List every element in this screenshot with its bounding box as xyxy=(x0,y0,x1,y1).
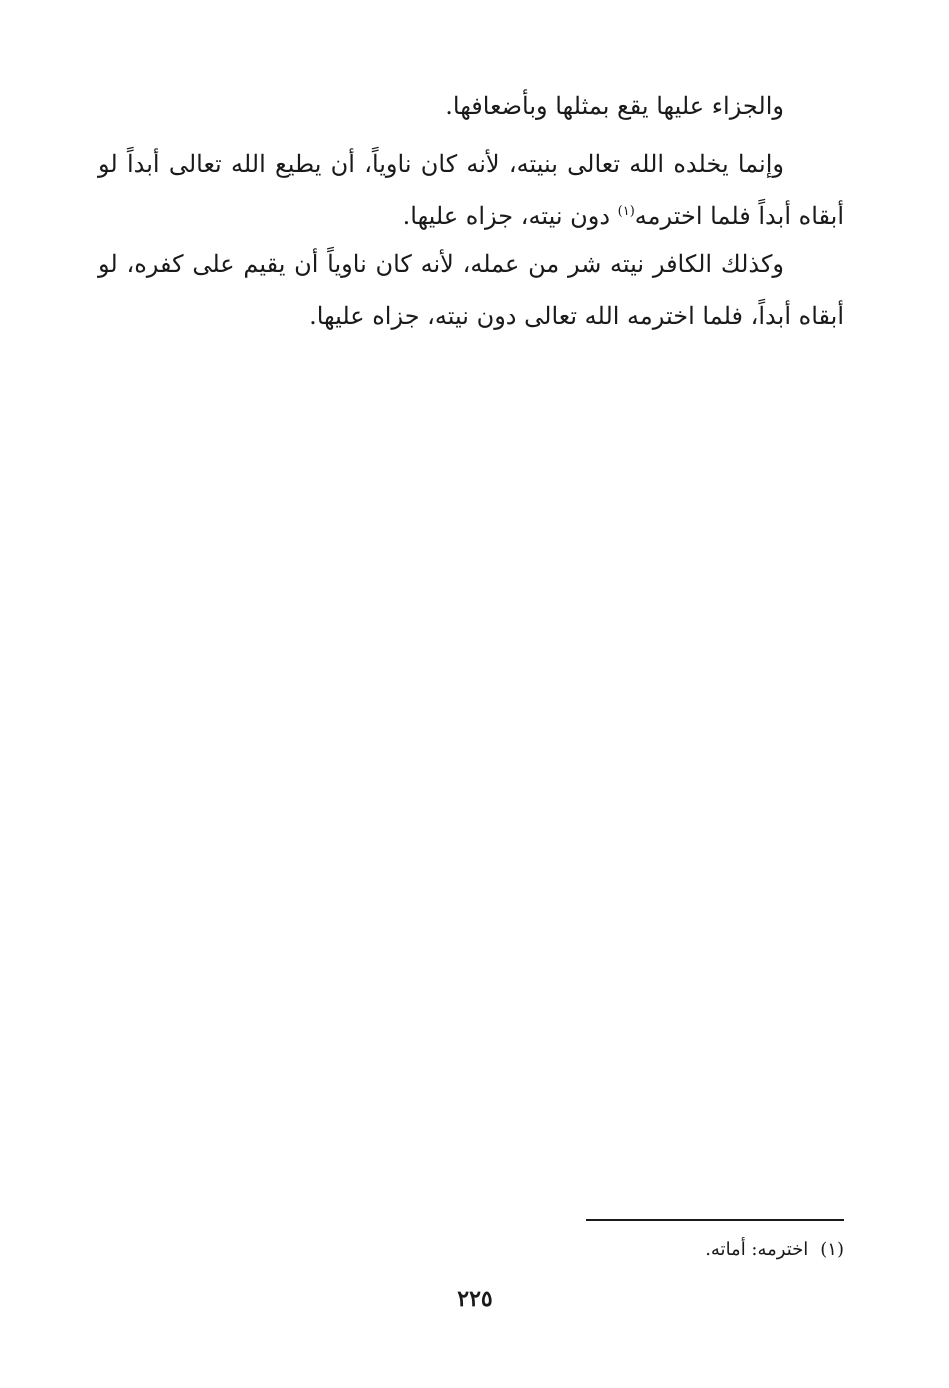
paragraph-text: والجزاء عليها يقع بمثلها وبأضعافها. xyxy=(445,92,784,120)
paragraph-text: وكذلك الكافر نيته شر من عمله، لأنه كان ناوياً أن يقيم على كفره، لو أبقاه أبداً، فلما اخترمه الله تعالى دون نيته، جزاه عليها. xyxy=(98,250,844,330)
footnote-text: اخترمه: أماته. xyxy=(705,1239,809,1260)
footnote-separator xyxy=(586,1219,844,1221)
footnote xyxy=(500,1236,844,1264)
body-paragraph-3 xyxy=(98,238,844,342)
paragraph-text-part: دون نيته، جزاه عليها. xyxy=(402,202,618,230)
body-paragraph-2 xyxy=(98,138,844,242)
page-number: ٢٢٥ xyxy=(457,1286,493,1312)
footnote-reference-marker[interactable]: (١) xyxy=(617,204,635,219)
body-paragraph-1 xyxy=(98,80,844,132)
paragraph-text-part: وإنما يخلده الله تعالى بنيته، لأنه كان ناوياً، أن يطيع الله تعالى أبداً لو أبقاه أبداً فلما اخترمه xyxy=(98,150,844,230)
paragraph-text xyxy=(98,138,844,242)
footnote-number: (١) xyxy=(820,1239,844,1260)
